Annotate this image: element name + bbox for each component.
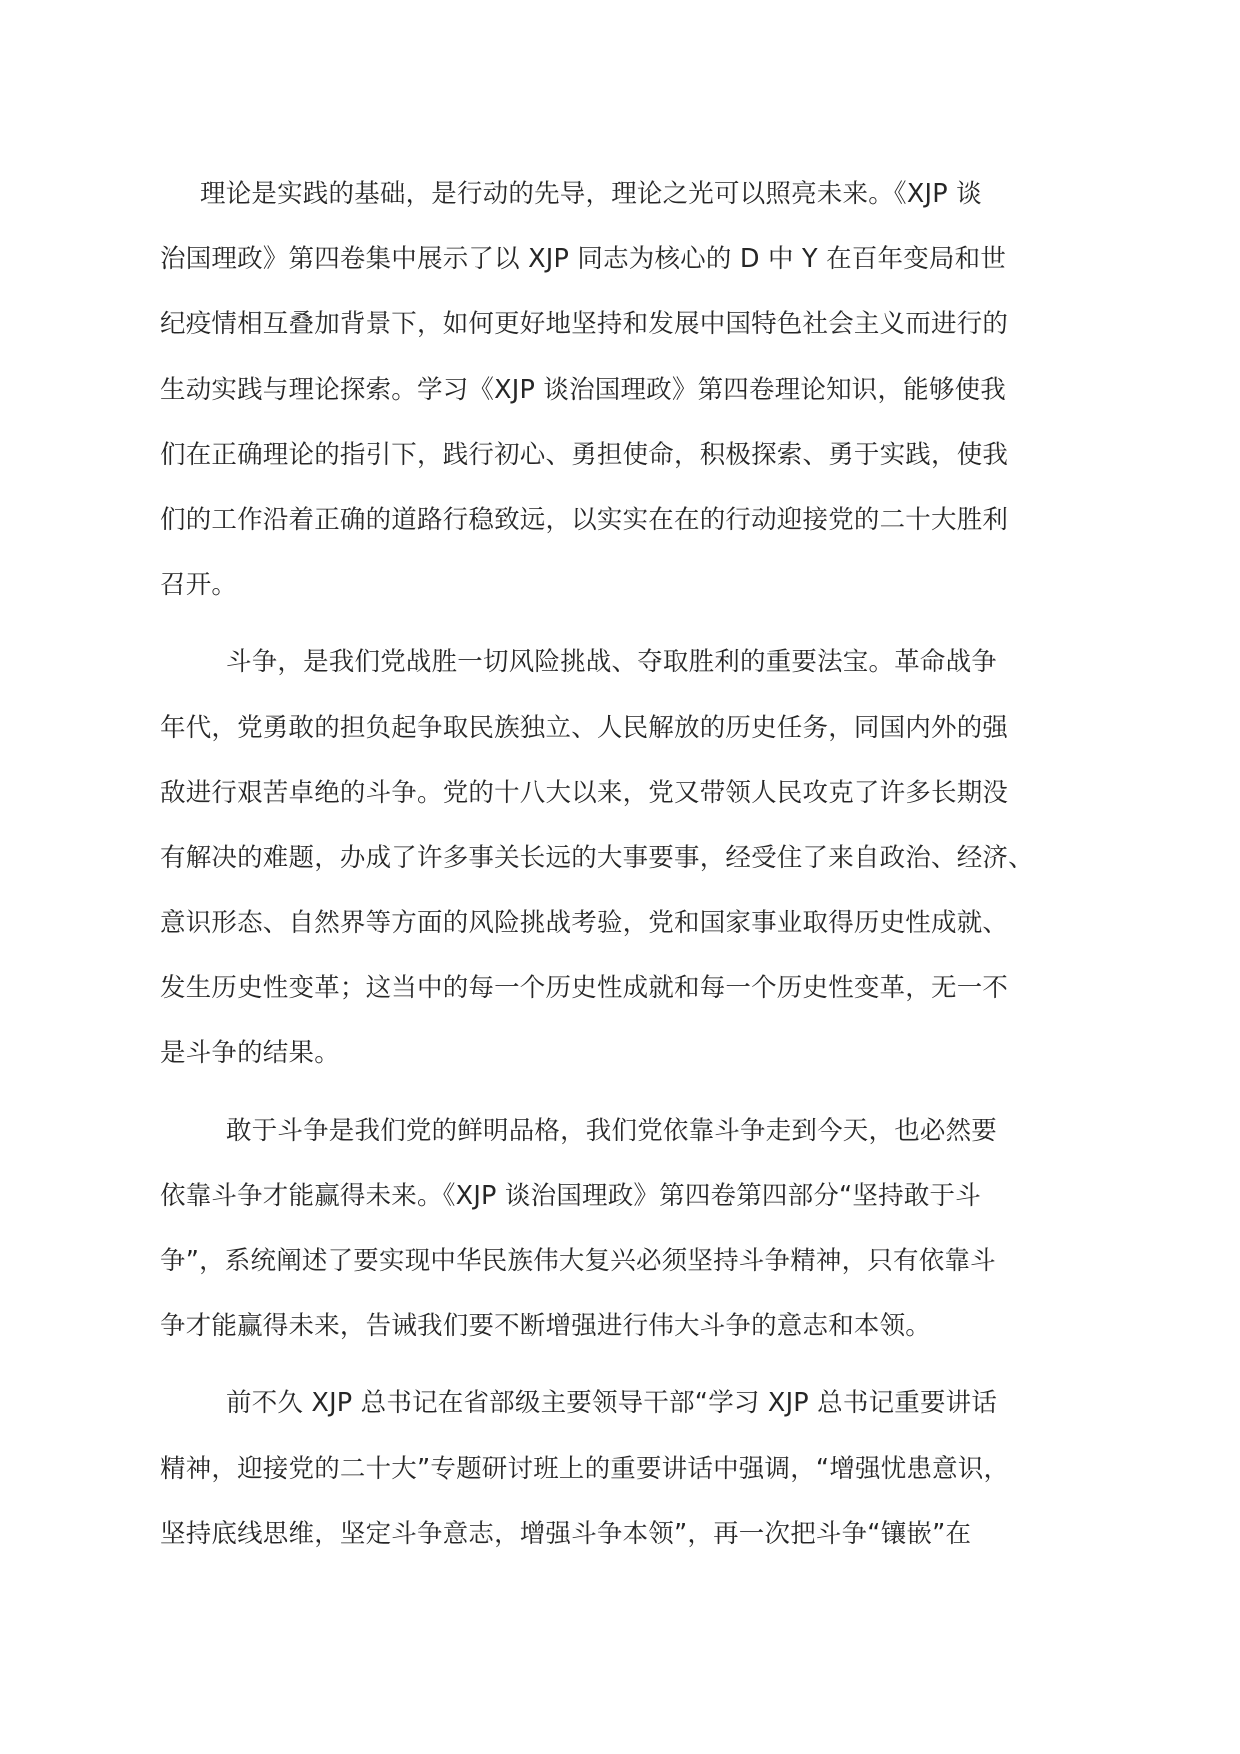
paragraph-line: 敌进行艰苦卓绝的斗争。党的十八大以来，党又带领人民攻克了许多长期没 xyxy=(160,777,1009,808)
paragraph-line: 发生历史性变革；这当中的每一个历史性成就和每一个历史性变革，无一不 xyxy=(160,973,1009,1004)
paragraph-line: 敢于斗争是我们党的鲜明品格，我们党依靠斗争走到今天，也必然要 xyxy=(226,1115,998,1146)
paragraph-struggle xyxy=(160,630,1105,1086)
paragraph-line: 争才能赢得未来，告诫我们要不断增强进行伟大斗争的意志和本领。 xyxy=(160,1311,932,1342)
paragraph-line: 纪疫情相互叠加背景下，如何更好地坚持和发展中国特色社会主义而进行的 xyxy=(160,309,1009,340)
paragraph-line: 争”，系统阐述了要实现中华民族伟大复兴必须坚持斗争精神，只有依靠斗 xyxy=(160,1246,996,1276)
paragraph-line: 理论是实践的基础，是行动的先导，理论之光可以照亮未来。《XJP 谈 xyxy=(200,179,982,209)
paragraph-recent-speech xyxy=(160,1371,1105,1567)
paragraph-line: 斗争，是我们党战胜一切风险挑战、夺取胜利的重要法宝。革命战争 xyxy=(226,647,998,678)
paragraph-line: 依靠斗争才能赢得未来。《XJP 谈治国理政》第四卷第四部分“坚持敢于斗 xyxy=(160,1180,981,1211)
paragraph-line: 坚持底线思维，坚定斗争意志，增强斗争本领”，再一次把斗争“镶嵌”在 xyxy=(160,1518,972,1549)
paragraph-line: 们在正确理论的指引下，践行初心、勇担使命，积极探索、勇于实践，使我 xyxy=(160,439,1009,470)
paragraph-line: 召开。 xyxy=(160,570,238,601)
paragraph-line: 前不久 XJP 总书记在省部级主要领导干部“学习 XJP 总书记重要讲话 xyxy=(226,1388,998,1419)
paragraph-line: 精神，迎接党的二十大”专题研讨班上的重要讲话中强调，“增强忧患意识， xyxy=(160,1453,1010,1484)
paragraph-line: 有解决的难题，办成了许多事关长远的大事要事，经受住了来自政治、经济、 xyxy=(160,842,1034,873)
paragraph-dare-to-struggle xyxy=(160,1099,1105,1360)
document-body xyxy=(160,162,1105,1567)
paragraph-theory xyxy=(160,162,1105,618)
paragraph-line: 治国理政》第四卷集中展示了以 XJP 同志为核心的 D 中 Y 在百年变局和世 xyxy=(160,244,1007,275)
paragraph-line: 意识形态、自然界等方面的风险挑战考验，党和国家事业取得历史性成就、 xyxy=(160,908,1009,939)
paragraph-line: 年代，党勇敢的担负起争取民族独立、人民解放的历史任务，同国内外的强 xyxy=(160,712,1009,743)
paragraph-line: 是斗争的结果。 xyxy=(160,1038,340,1069)
paragraph-line: 们的工作沿着正确的道路行稳致远，以实实在在的行动迎接党的二十大胜利 xyxy=(160,504,1009,535)
paragraph-line: 生动实践与理论探索。学习《XJP 谈治国理政》第四卷理论知识，能够使我 xyxy=(160,374,1006,405)
